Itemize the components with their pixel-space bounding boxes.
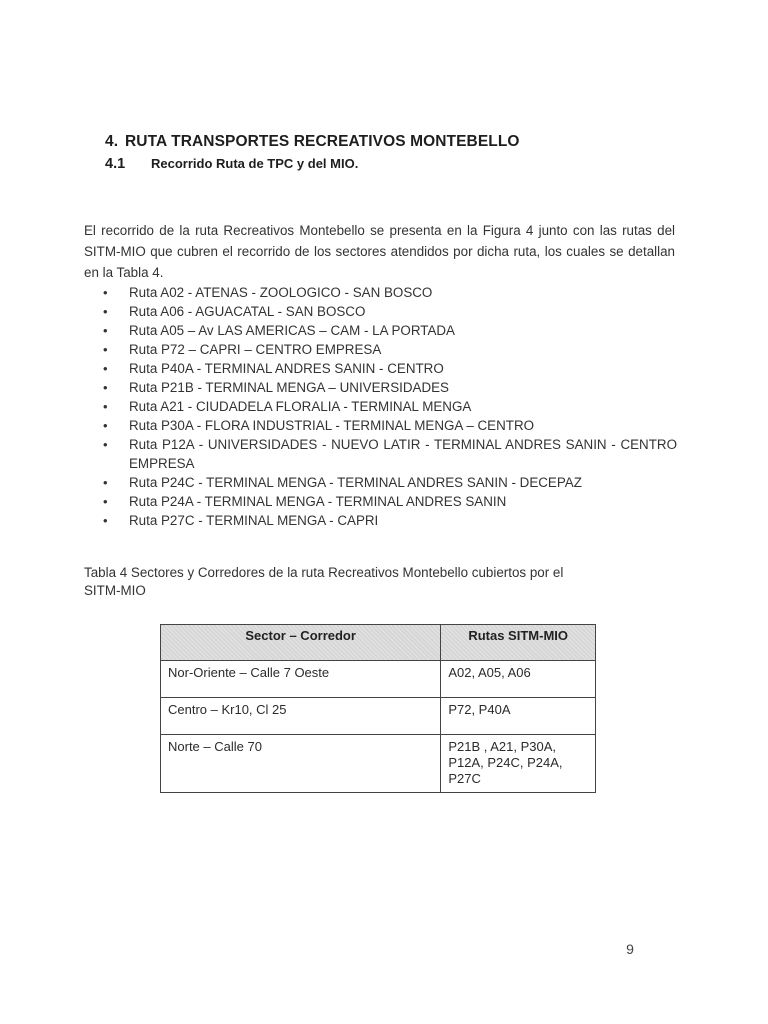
bullet-icon: •: [103, 342, 108, 357]
table-cell-sector: Nor-Oriente – Calle 7 Oeste: [161, 661, 441, 698]
table-header-row: [161, 625, 596, 661]
route-list-item: [103, 321, 677, 340]
subsection-title: Recorrido Ruta de TPC y del MIO.: [151, 156, 359, 171]
route-label: Ruta P27C - TERMINAL MENGA - CAPRI: [129, 513, 379, 528]
route-list-item: [103, 302, 677, 321]
bullet-icon: •: [103, 399, 108, 414]
bullet-icon: •: [103, 418, 108, 433]
route-label: Ruta A02 - ATENAS - ZOOLOGICO - SAN BOSCO: [129, 285, 433, 300]
route-label: Ruta P72 – CAPRI – CENTRO EMPRESA: [129, 342, 382, 357]
table-row: [161, 661, 596, 698]
table-cell-sector: Norte – Calle 70: [161, 735, 441, 793]
table-cell-routes: P72, P40A: [441, 698, 596, 735]
bullet-icon: •: [103, 304, 108, 319]
table-row: [161, 735, 596, 793]
route-list-item: [103, 397, 677, 416]
bullet-icon: •: [103, 380, 108, 395]
table-cell-routes: A02, A05, A06: [441, 661, 596, 698]
table-row: [161, 698, 596, 735]
header-sector-corredor: Sector – Corredor: [161, 625, 441, 661]
bullet-icon: •: [103, 285, 108, 300]
route-list-item: [103, 359, 677, 378]
route-list-item: [103, 511, 677, 530]
bullet-icon: •: [103, 361, 108, 376]
route-list-item: [103, 435, 677, 473]
route-label: Ruta P30A - FLORA INDUSTRIAL - TERMINAL MENGA – CENTRO: [129, 418, 535, 433]
intro-paragraph: El recorrido de la ruta Recreativos Montebello se presenta en la Figura 4 junto con las rutas del SITM-MIO que cubren el recorrido de los sectores atendidos por dicha ruta, los cuales se detallan en la Tabla 4.: [84, 223, 675, 281]
route-label: Ruta P24C - TERMINAL MENGA - TERMINAL ANDRES SANIN - DECEPAZ: [129, 475, 582, 490]
table-caption: Tabla 4 Sectores y Corredores de la ruta Recreativos Montebello cubiertos por el SITM-MIO: [84, 565, 564, 598]
route-label: Ruta P12A - UNIVERSIDADES - NUEVO LATIR - TERMINAL ANDRES SANIN - CENTRO EMPRESA: [129, 437, 677, 471]
route-label: Ruta A21 - CIUDADELA FLORALIA - TERMINAL MENGA: [129, 399, 472, 414]
sector-routes-table: [160, 624, 596, 793]
section-number: 4.: [105, 133, 119, 150]
route-list-item: [103, 492, 677, 511]
page-number: 9: [626, 941, 634, 957]
bullet-icon: •: [103, 323, 108, 338]
route-label: Ruta P24A - TERMINAL MENGA - TERMINAL ANDRES SANIN: [129, 494, 507, 509]
route-list: [103, 283, 677, 530]
bullet-icon: •: [103, 513, 108, 528]
subsection-number: 4.1: [105, 156, 126, 172]
route-label: Ruta P21B - TERMINAL MENGA – UNIVERSIDADES: [129, 380, 449, 395]
bullet-icon: •: [103, 494, 108, 509]
route-list-item: [103, 340, 677, 359]
bullet-icon: •: [103, 437, 108, 452]
header-rutas-sitm-mio: Rutas SITM-MIO: [441, 625, 596, 661]
subsection-heading: [105, 156, 358, 172]
route-list-item: [103, 378, 677, 397]
table-cell-sector: Centro – Kr10, Cl 25: [161, 698, 441, 735]
section-title: RUTA TRANSPORTES RECREATIVOS MONTEBELLO: [125, 133, 520, 150]
section-heading: [105, 133, 520, 151]
route-label: Ruta P40A - TERMINAL ANDRES SANIN - CENTRO: [129, 361, 444, 376]
route-label: Ruta A05 – Av LAS AMERICAS – CAM - LA PORTADA: [129, 323, 455, 338]
table-cell-routes: P21B , A21, P30A, P12A, P24C, P24A, P27C: [441, 735, 596, 793]
route-list-item: [103, 283, 677, 302]
route-list-item: [103, 416, 677, 435]
bullet-icon: •: [103, 475, 108, 490]
route-list-item: [103, 473, 677, 492]
route-label: Ruta A06 - AGUACATAL - SAN BOSCO: [129, 304, 366, 319]
